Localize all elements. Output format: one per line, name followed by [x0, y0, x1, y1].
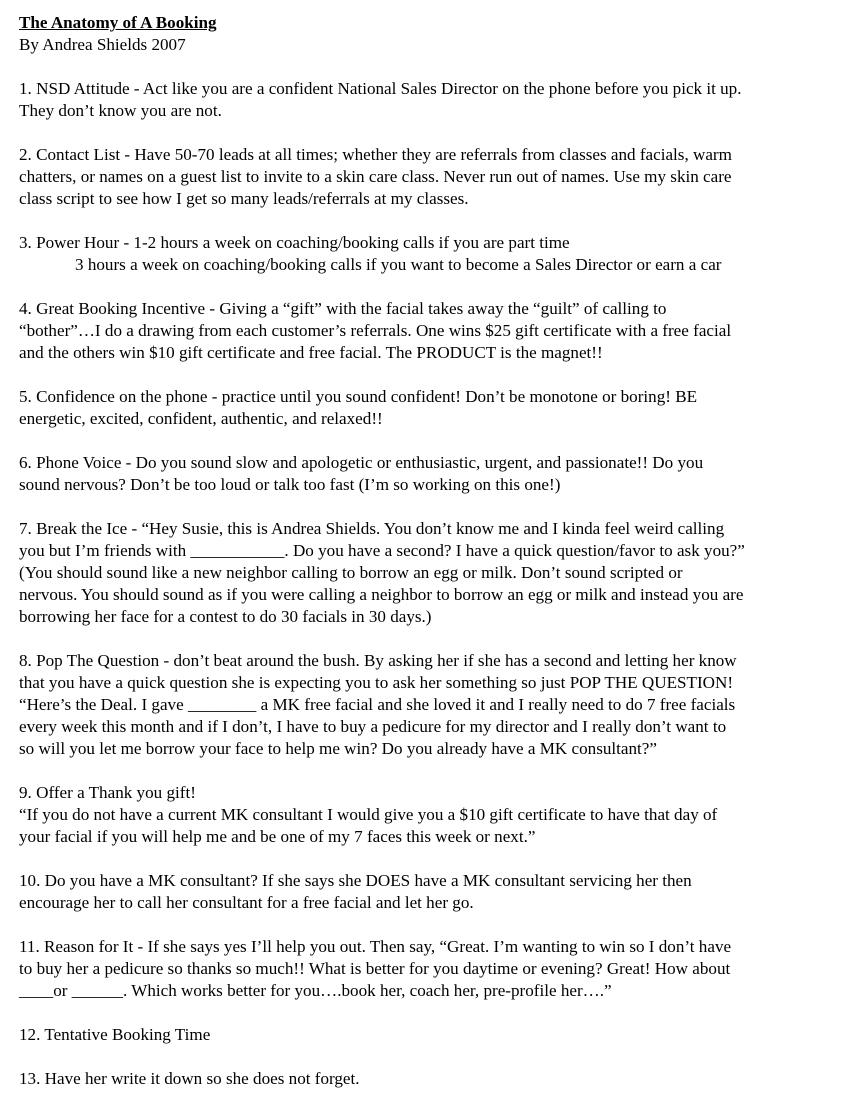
section-nsd-attitude	[19, 78, 841, 122]
section-line: to buy her a pedicure so thanks so much!! What is better for you daytime or evening? Great! How about	[19, 959, 731, 978]
section-line: chatters, or names on a guest list to invite to a skin care class. Never run out of names. Use my skin care	[19, 167, 732, 186]
section-do-you-have-consultant	[19, 870, 841, 914]
section-line: “bother”…I do a drawing from each customer’s referrals. One wins $25 gift certificate with a free facial	[19, 321, 732, 340]
section-line: 7. Break the Ice - “Hey Susie, this is Andrea Shields. You don’t know me and I kinda feel weird calling	[19, 519, 725, 538]
section-line: 13. Have her write it down so she does not forget.	[19, 1069, 360, 1088]
document-byline: By Andrea Shields 2007	[19, 35, 186, 54]
paragraph-spacer	[19, 760, 841, 782]
section-offer-thank-you-gift	[19, 782, 841, 848]
paragraph-spacer	[19, 210, 841, 232]
section-line: 12. Tentative Booking Time	[19, 1025, 211, 1044]
paragraph-spacer	[19, 1002, 841, 1024]
section-line: 3 hours a week on coaching/booking calls if you want to become a Sales Director or earn a car	[75, 255, 722, 274]
section-line: nervous. You should sound as if you were calling a neighbor to borrow an egg or milk and instead you are	[19, 585, 744, 604]
section-line: 10. Do you have a MK consultant? If she says she DOES have a MK consultant servicing her then	[19, 871, 692, 890]
paragraph-spacer	[19, 56, 841, 78]
section-power-hour	[19, 232, 841, 276]
paragraph-spacer	[19, 430, 841, 452]
section-line: and the others win $10 gift certificate and free facial. The PRODUCT is the magnet!!	[19, 343, 603, 362]
paragraph-spacer	[19, 496, 841, 518]
section-pop-the-question	[19, 650, 841, 760]
section-line: sound nervous? Don’t be too loud or talk too fast (I’m so working on this one!)	[19, 475, 561, 494]
section-line: encourage her to call her consultant for a free facial and let her go.	[19, 893, 474, 912]
section-line: so will you let me borrow your face to help me win? Do you already have a MK consultant?”	[19, 739, 657, 758]
section-line: (You should sound like a new neighbor calling to borrow an egg or milk. Don’t sound scripted or	[19, 563, 683, 582]
section-write-it-down	[19, 1068, 841, 1090]
section-line: that you have a quick question she is expecting you to ask her something so just POP THE QUESTION!	[19, 673, 734, 692]
section-line: 1. NSD Attitude - Act like you are a confident National Sales Director on the phone before you pick it up.	[19, 79, 742, 98]
paragraph-spacer	[19, 364, 841, 386]
section-line: 3. Power Hour - 1-2 hours a week on coaching/booking calls if you are part time	[19, 233, 570, 252]
section-line: 9. Offer a Thank you gift!	[19, 783, 196, 802]
section-line: “Here’s the Deal. I gave ________ a MK free facial and she loved it and I really need to do 7 free facials	[19, 695, 736, 714]
section-reason-for-it	[19, 936, 841, 1002]
document-sections	[19, 56, 841, 1090]
section-line: 11. Reason for It - If she says yes I’ll help you out. Then say, “Great. I’m wanting to win so I don’t have	[19, 937, 732, 956]
section-line: “If you do not have a current MK consultant I would give you a $10 gift certificate to have that day of	[19, 805, 718, 824]
section-line: energetic, excited, confident, authentic, and relaxed!!	[19, 409, 383, 428]
section-line: 4. Great Booking Incentive - Giving a “gift” with the facial takes away the “guilt” of calling to	[19, 299, 667, 318]
section-line: every week this month and if I don’t, I have to buy a pedicure for my director and I really don’t want to	[19, 717, 727, 736]
paragraph-spacer	[19, 276, 841, 298]
section-line: borrowing her face for a contest to do 30 facials in 30 days.)	[19, 607, 432, 626]
section-line: 6. Phone Voice - Do you sound slow and apologetic or enthusiastic, urgent, and passionate!! Do you	[19, 453, 704, 472]
paragraph-spacer	[19, 122, 841, 144]
document-title: The Anatomy of A Booking	[19, 13, 217, 32]
section-line: class script to see how I get so many leads/referrals at my classes.	[19, 189, 469, 208]
section-line: 8. Pop The Question - don’t beat around the bush. By asking her if she has a second and letting her know	[19, 651, 737, 670]
section-line: you but I’m friends with ___________. Do you have a second? I have a quick question/favor to ask you?”	[19, 541, 745, 560]
section-line: ____or ______. Which works better for you….book her, coach her, pre-profile her….”	[19, 981, 612, 1000]
paragraph-spacer	[19, 848, 841, 870]
paragraph-spacer	[19, 628, 841, 650]
section-break-the-ice	[19, 518, 841, 628]
section-line: 2. Contact List - Have 50-70 leads at all times; whether they are referrals from classes and facials, warm	[19, 145, 732, 164]
paragraph-spacer	[19, 1046, 841, 1068]
section-line: They don’t know you are not.	[19, 101, 222, 120]
section-line: your facial if you will help me and be one of my 7 faces this week or next.”	[19, 827, 536, 846]
section-contact-list	[19, 144, 841, 210]
section-phone-voice	[19, 452, 841, 496]
section-great-booking-incentive	[19, 298, 841, 364]
section-tentative-booking-time	[19, 1024, 841, 1046]
document-body	[19, 12, 841, 1090]
paragraph-spacer	[19, 914, 841, 936]
section-confidence-on-the-phone	[19, 386, 841, 430]
section-line: 5. Confidence on the phone - practice until you sound confident! Don’t be monotone or boring! BE	[19, 387, 698, 406]
